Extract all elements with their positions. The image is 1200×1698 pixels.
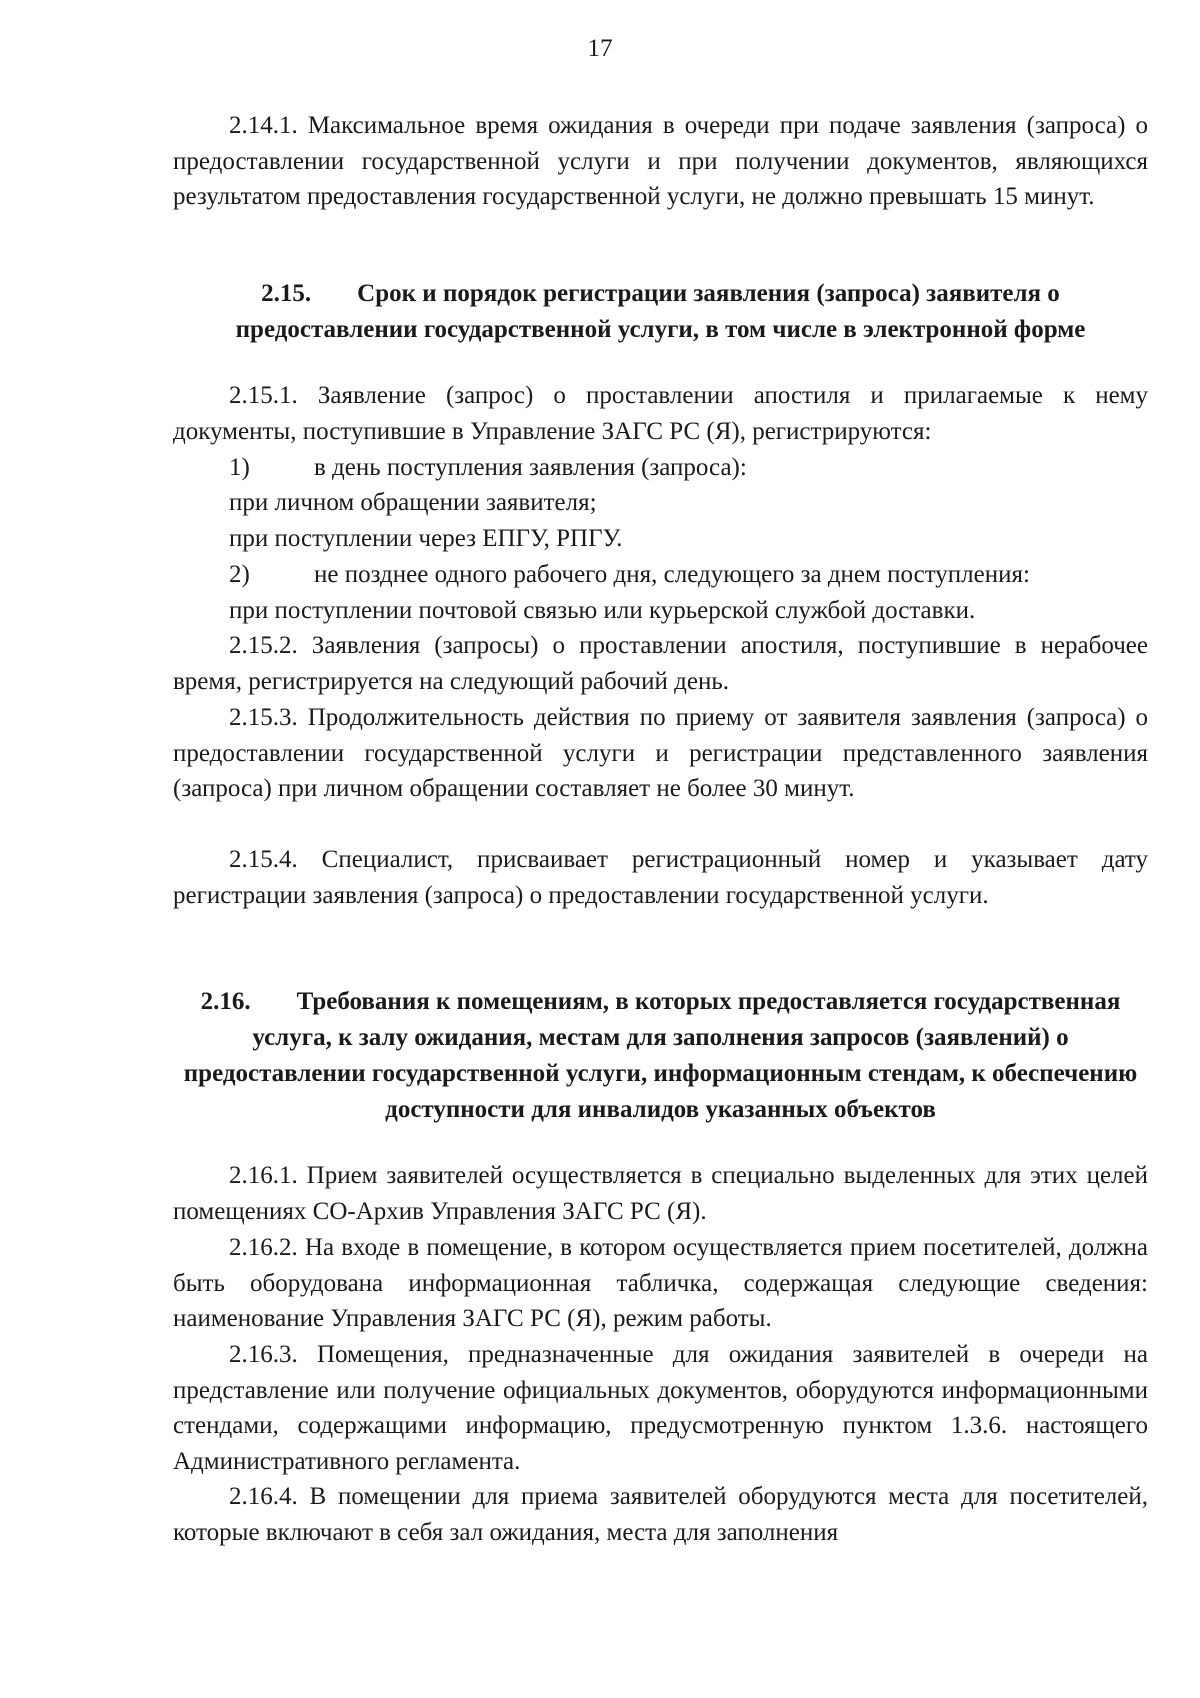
paragraph-2-14-1-text: 2.14.1. Максимальное время ожидания в очереди при подаче заявления (запроса) о предоставлении государственной услуги и при получении документов, являющихся результатом предоставления государственной услуги, не должно превышать 15 минут. xyxy=(173,112,1148,211)
heading-2-16 xyxy=(173,984,1148,1128)
paragraph-2-15-4-text: 2.15.4. Специалист, присваивает регистрационный номер и указывает дату регистрации заявления (запроса) о предоставлении государственной услуги. xyxy=(173,846,1148,909)
paragraph-2-15-1-text: 2.15.1. Заявление (запрос) о проставлении апостиля и прилагаемые к нему документы, поступившие в Управление ЗАГС РС (Я), регистрируются: xyxy=(173,382,1148,445)
paragraph-2-15-2 xyxy=(173,628,1148,699)
paragraph-2-15-4 xyxy=(173,842,1148,913)
list-item-1 xyxy=(229,450,747,486)
heading-2-16-title: Требования к помещениям, в которых предоставляется государственная услуга, к залу ожидания, местам для заполнения запросов (заявлений) о предоставлении государственной услуги, информационным стендам, к обеспечению доступности для инвалидов указанных объектов xyxy=(183,988,1138,1123)
list-item-2 xyxy=(229,557,1030,593)
paragraph-2-15-3 xyxy=(173,700,1148,807)
paragraph-2-16-1-text: 2.16.1. Прием заявителей осуществляется в специально выделенных для этих целей помещениях СО-Архив Управления ЗАГС РС (Я). xyxy=(173,1162,1148,1225)
heading-2-15 xyxy=(173,276,1148,348)
list-item-1-number: 1) xyxy=(229,454,250,481)
heading-2-15-title: Срок и порядок регистрации заявления (запроса) заявителя о предоставлении государственной услуги, в том числе в электронной форме xyxy=(235,280,1086,343)
page-number: 17 xyxy=(587,35,613,62)
paragraph-2-15-3-text: 2.15.3. Продолжительность действия по приему от заявителя заявления (запроса) о предоставлении государственной услуги и регистрации представленного заявления (запроса) при личном обращении составляет не более 30 минут. xyxy=(173,704,1148,803)
paragraph-2-16-1 xyxy=(173,1158,1148,1229)
heading-2-16-number: 2.16. xyxy=(200,988,251,1015)
list-item-2-text: не позднее одного рабочего дня, следующего за днем поступления: xyxy=(314,561,1030,588)
paragraph-2-16-2 xyxy=(173,1230,1148,1337)
line-personal-visit: при личном обращении заявителя; xyxy=(229,489,597,516)
paragraph-2-16-4-text: 2.16.4. В помещении для приема заявителей оборудуются места для посетителей, которые включают в себя зал ожидания, места для заполнения xyxy=(173,1483,1148,1546)
paragraph-2-15-1 xyxy=(173,378,1148,449)
paragraph-2-16-3-text: 2.16.3. Помещения, предназначенные для ожидания заявителей в очереди на представление или получение официальных документов, оборудуются информационными стендами, содержащими информацию, предусмотренную пунктом 1.3.6. настоящего Административного регламента. xyxy=(173,1341,1148,1476)
list-item-2-number: 2) xyxy=(229,561,250,588)
paragraph-2-15-2-text: 2.15.2. Заявления (запросы) о проставлении апостиля, поступившие в нерабочее время, регистрируется на следующий рабочий день. xyxy=(173,632,1148,695)
list-item-1-text: в день поступления заявления (запроса): xyxy=(314,454,747,481)
line-epgu: при поступлении через ЕПГУ, РПГУ. xyxy=(229,525,623,552)
line-post: при поступлении почтовой связью или курьерской службой доставки. xyxy=(229,597,976,624)
paragraph-2-14-1 xyxy=(173,108,1148,215)
heading-2-15-number: 2.15. xyxy=(261,280,312,307)
paragraph-2-16-3 xyxy=(173,1337,1148,1480)
paragraph-2-16-4 xyxy=(173,1479,1148,1550)
paragraph-2-16-2-text: 2.16.2. На входе в помещение, в котором осуществляется прием посетителей, должна быть оборудована информационная табличка, содержащая следующие сведения: наименование Управления ЗАГС РС (Я), режим работы. xyxy=(173,1234,1148,1333)
